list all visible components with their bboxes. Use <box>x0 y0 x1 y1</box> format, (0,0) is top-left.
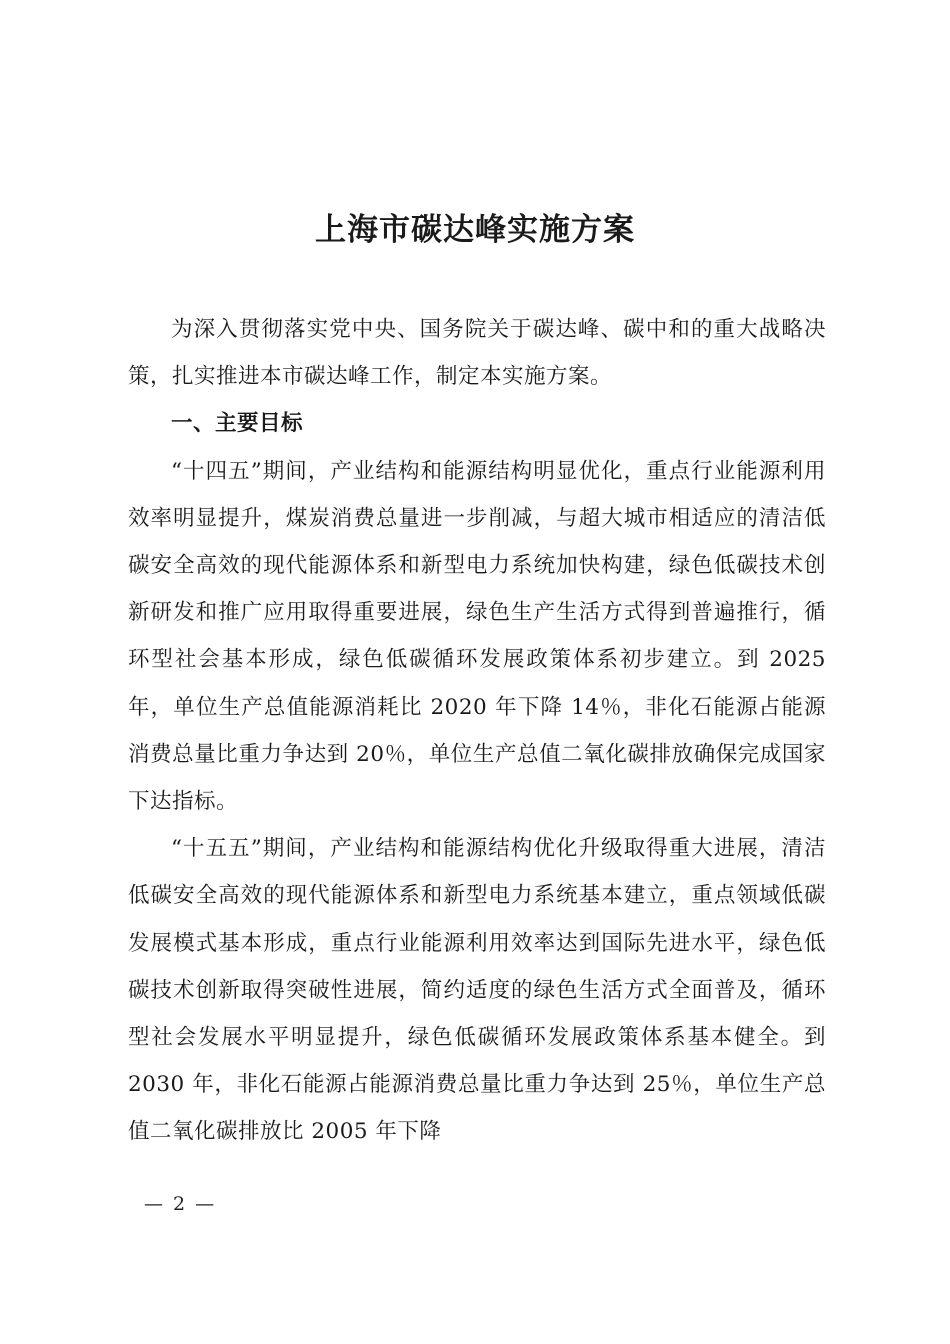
document-title: 上海市碳达峰实施方案 <box>315 212 635 248</box>
paragraph-14th-five-year: “十四五”期间，产业结构和能源结构明显优化，重点行业能源利用效率明显提升，煤炭消费总量进一步削减，与超大城市相适应的清洁低碳安全高效的现代能源体系和新型电力系统加快构建，绿色低碳技术创新研发和推广应用取得重要进展，绿色生产生活方式得到普遍推行，循环型社会基本形成，绿色低碳循环发展政策体系初步建立。到 2025 年，单位生产总值能源消耗比 2020 年下降 14％，非化石能源占能源消费总量比重力争达到 20％，单位生产总值二氧化碳排放确保完成国家下达指标。 <box>128 458 826 815</box>
intro-paragraph: 为深入贯彻落实党中央、国务院关于碳达峰、碳中和的重大战略决策，扎实推进本市碳达峰工作，制定本实施方案。 <box>128 317 826 390</box>
paragraph-15th-five-year: “十五五”期间，产业结构和能源结构优化升级取得重大进展，清洁低碳安全高效的现代能源体系和新型电力系统基本建立，重点领域低碳发展模式基本形成，重点行业能源利用效率达到国际先进水平，绿色低碳技术创新取得突破性进展，简约适度的绿色生活方式全面普及，循环型社会发展水平明显提升，绿色低碳循环发展政策体系基本健全。到 2030 年，非化石能源占能源消费总量比重力争达到 25％，单位生产总值二氧化碳排放比 2005 年下降 <box>128 836 826 1145</box>
document-body <box>128 306 826 1156</box>
page-number: — 2 — <box>144 1193 217 1215</box>
section-heading: 一、主要目标 <box>171 411 304 437</box>
